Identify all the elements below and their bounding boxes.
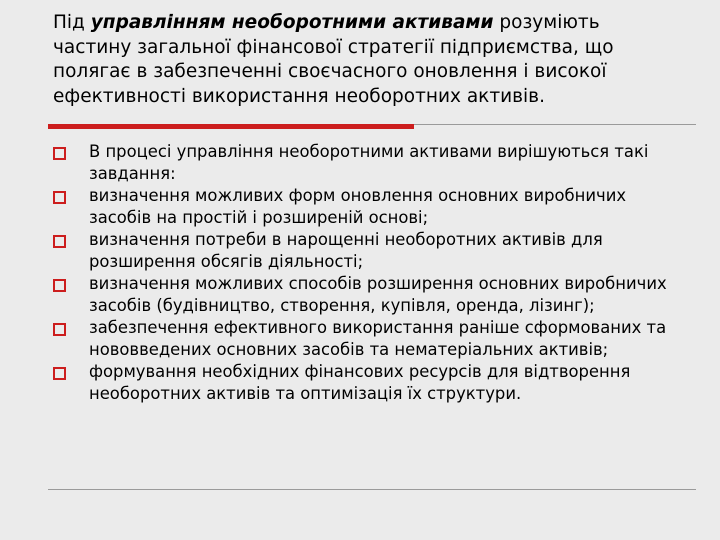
intro-lead: Під xyxy=(53,12,91,33)
hollow-square-icon xyxy=(53,191,66,204)
list-item-text: визначення потреби в нарощенні необоротних активів для розширення обсягів діяльності; xyxy=(89,230,603,271)
intro-emphasis: управлінням необоротними активами xyxy=(90,12,494,33)
hollow-square-icon xyxy=(53,279,66,292)
list-item xyxy=(53,141,683,185)
intro-paragraph xyxy=(53,11,683,109)
task-list xyxy=(53,141,683,405)
list-item xyxy=(53,229,683,273)
hollow-square-icon xyxy=(53,367,66,380)
list-item-text: визначення можливих способів розширення основних виробничих засобів (будівництво, створення, купівля, оренда, лізинг); xyxy=(89,274,667,315)
list-item xyxy=(53,185,683,229)
hollow-square-icon xyxy=(53,323,66,336)
hollow-square-icon xyxy=(53,147,66,160)
list-item xyxy=(53,361,683,405)
list-item-text: В процесі управління необоротними активами вирішуються такі завдання: xyxy=(89,142,649,183)
list-item-text: визначення можливих форм оновлення основних виробничих засобів на простій і розширеній основі; xyxy=(89,186,627,227)
divider-accent-bar xyxy=(48,124,414,129)
list-item xyxy=(53,317,683,361)
list-item-text: формування необхідних фінансових ресурсів для відтворення необоротних активів та оптимізація їх структури. xyxy=(89,362,631,403)
intro-rest: розуміють частину загальної фінансової стратегії підприємства, що полягає в забезпеченні своєчасного оновлення і високої ефективності використання необоротних активів. xyxy=(53,12,614,107)
bottom-rule xyxy=(48,489,696,490)
list-item xyxy=(53,273,683,317)
list-item-text: забезпечення ефективного використання раніше сформованих та нововведених основних засобів та нематеріальних активів; xyxy=(89,318,667,359)
hollow-square-icon xyxy=(53,235,66,248)
